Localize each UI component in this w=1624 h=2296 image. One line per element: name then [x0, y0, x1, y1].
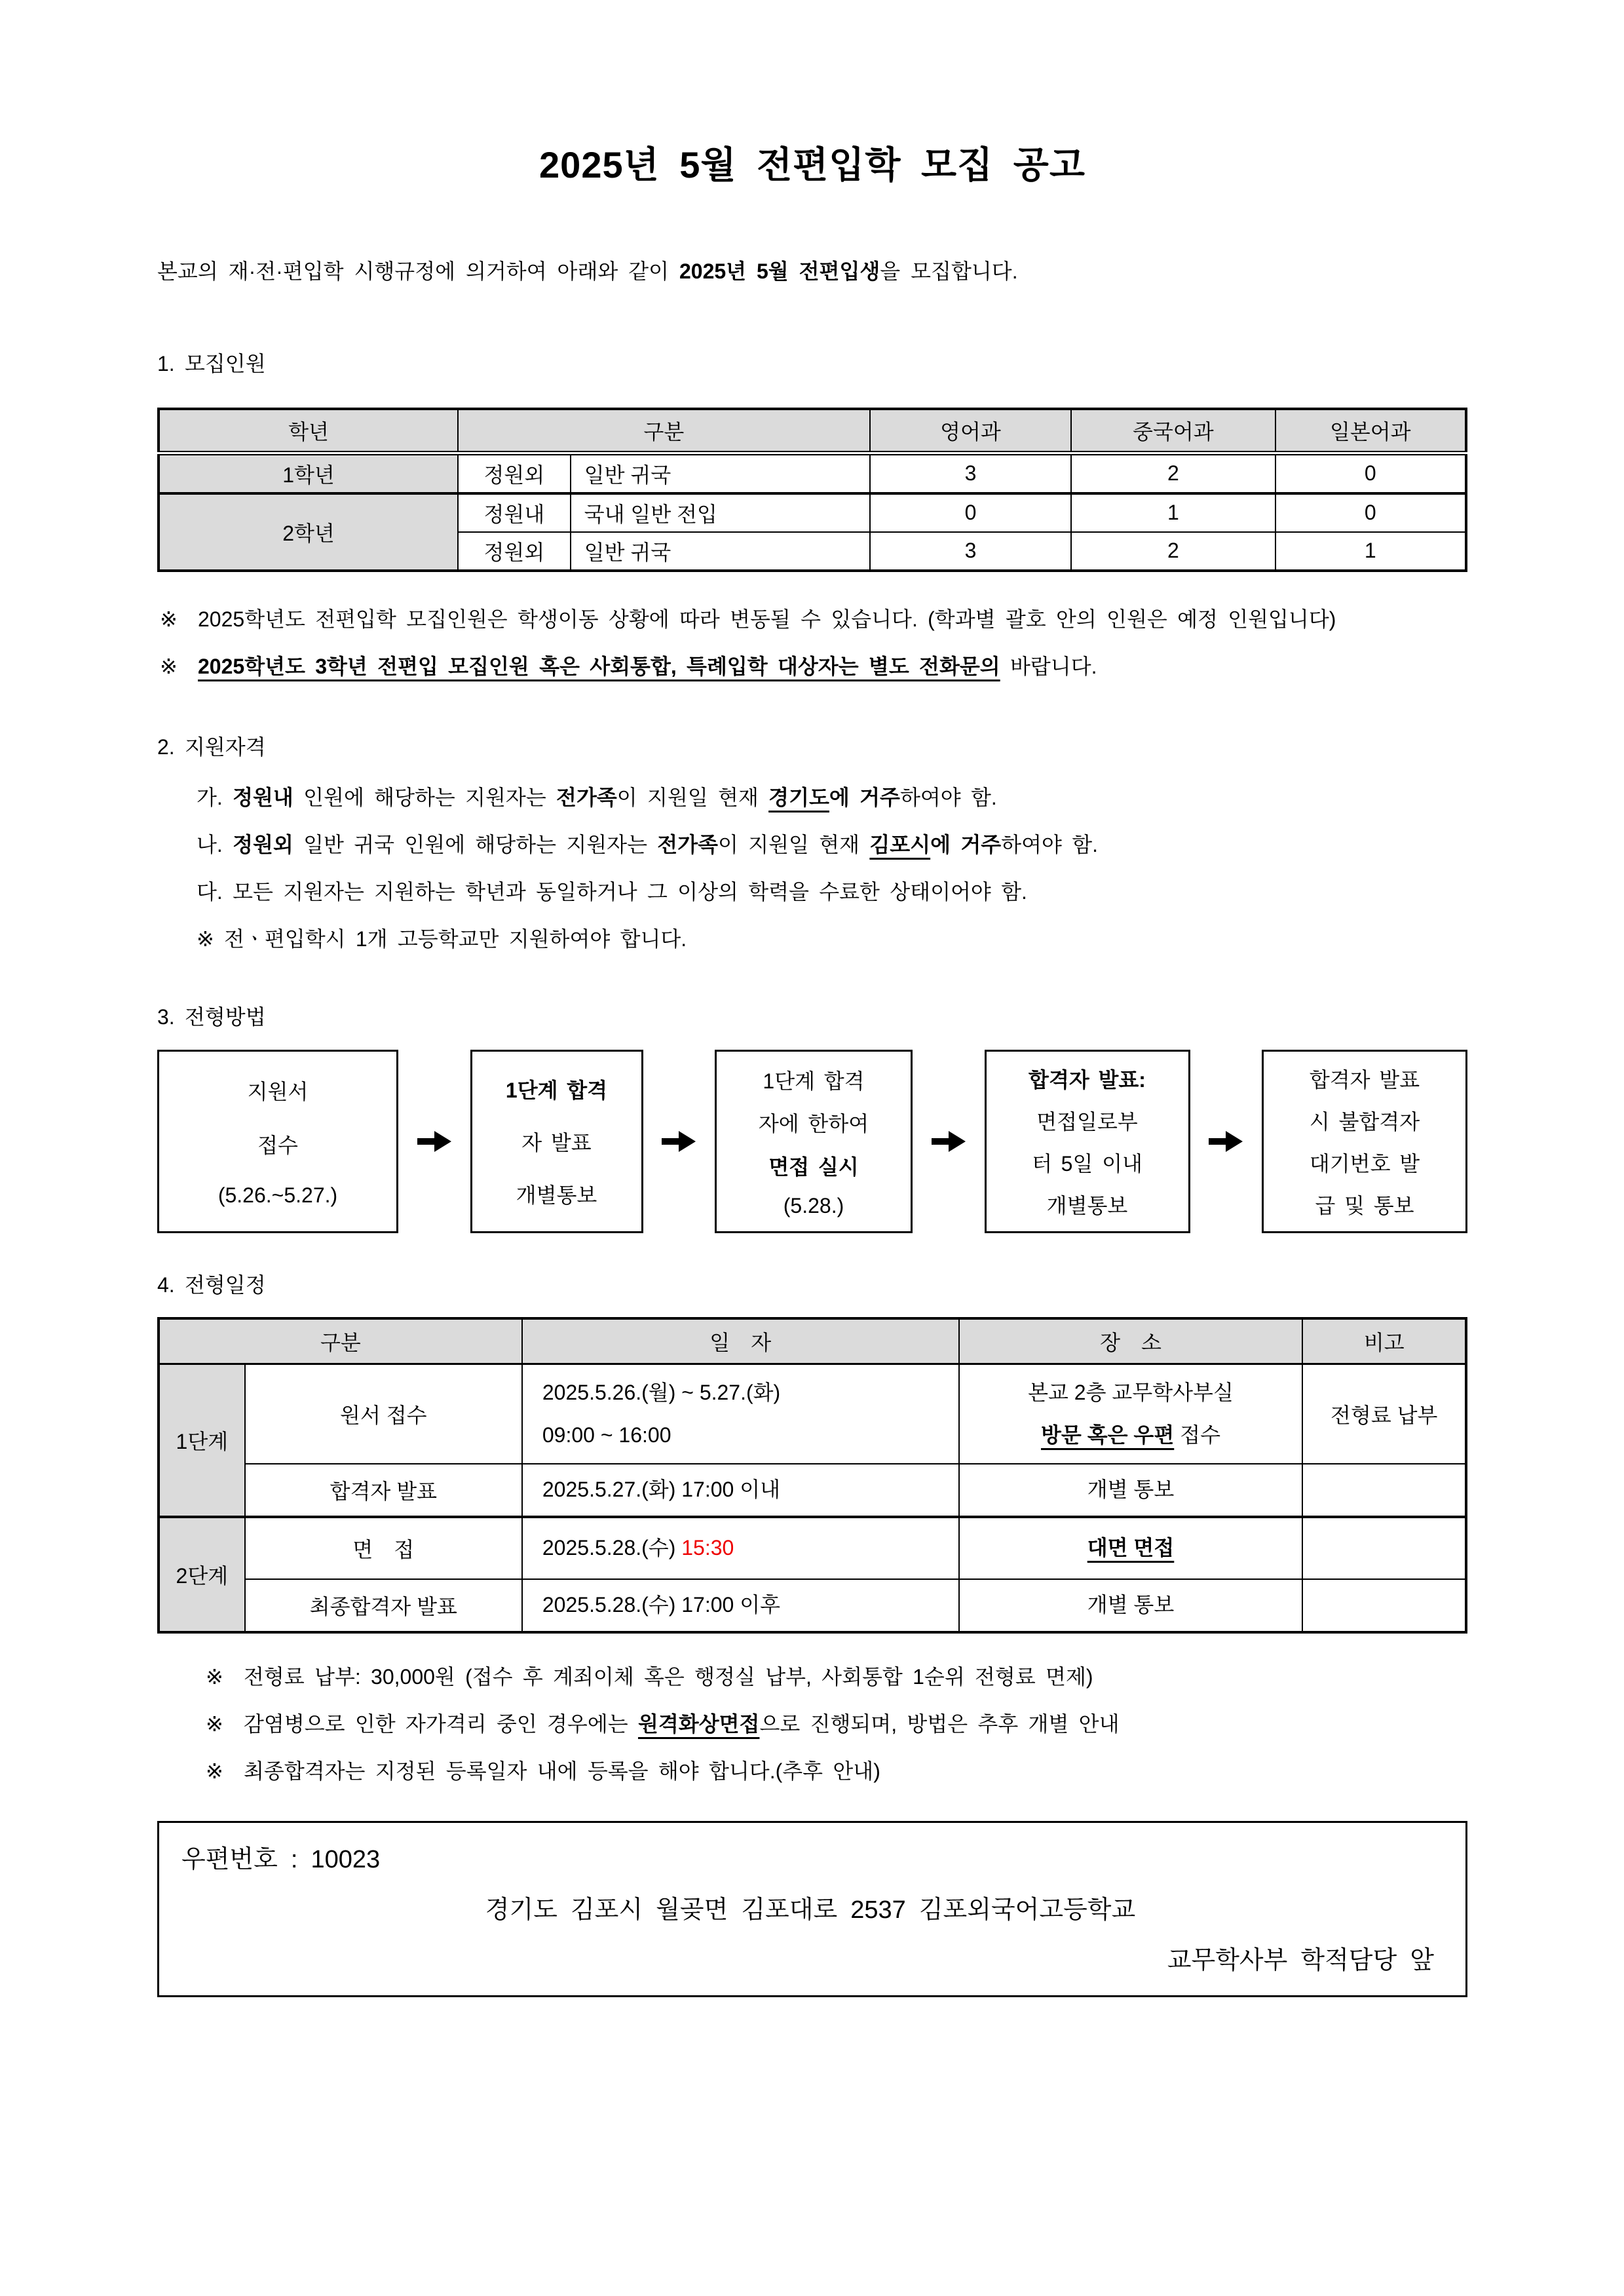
note-text: 전형료 납부: 30,000원 (접수 후 계죄이체 혹은 행정실 납부, 사회통합 1순위 전형료 면제)	[244, 1665, 1093, 1689]
flow-step-line: (5.28.)	[783, 1193, 844, 1217]
flow-step-line: 자 발표	[521, 1130, 592, 1155]
cell-english: 3	[870, 532, 1071, 571]
note-marker: ※	[206, 1665, 223, 1689]
flow-step-4	[985, 1050, 1190, 1233]
cell-remark	[1302, 1517, 1466, 1579]
note-item	[160, 596, 1467, 643]
flow-step-line: 자에 한하여	[758, 1112, 869, 1136]
cell-category: 원서 접수	[245, 1364, 522, 1464]
list-item: 가. 정원내 인원에 해당하는 지원자는 전가족이 지원일 현재 경기도에 거주하여야 함.	[197, 786, 997, 810]
header-japanese: 일본어과	[1275, 409, 1466, 453]
cell-type: 일반 귀국	[571, 453, 870, 493]
header-grade: 학년	[159, 409, 458, 453]
section1-heading: 1. 모집인원	[157, 351, 266, 375]
note-text: 2025학년도 3학년 전편입 모집인원 혹은 사회통합, 특례입학 대상자는 별도 전화문의 바랍니다.	[198, 654, 1097, 678]
table-row	[159, 1517, 1466, 1579]
header-chinese: 중국어과	[1071, 409, 1275, 453]
flow-step-1	[157, 1050, 398, 1233]
cell-stage: 2단계	[159, 1517, 245, 1632]
place-line: 방문 혹은 우편 접수	[1041, 1423, 1220, 1447]
cell-english: 0	[870, 493, 1071, 532]
section3-heading: 3. 전형방법	[157, 1005, 266, 1029]
cell-type: 일반 귀국	[571, 532, 870, 571]
cell-grade: 2학년	[159, 493, 458, 571]
arrow-right-icon	[660, 1130, 697, 1153]
cell-stage: 1단계	[159, 1364, 245, 1518]
header-date: 일 자	[522, 1318, 959, 1364]
table-row	[159, 1464, 1466, 1517]
date-line: 2025.5.26.(월) ~ 5.27.(화)	[542, 1380, 781, 1404]
note-item	[160, 643, 1467, 690]
cell-chinese: 2	[1071, 532, 1275, 571]
table-row	[159, 1579, 1466, 1632]
cell-remark	[1302, 1464, 1466, 1517]
arrow-right-icon	[416, 1130, 453, 1153]
flow-step-line: (5.26.~5.27.)	[217, 1183, 338, 1207]
cell-quota: 정원외	[458, 532, 571, 571]
schedule-notes	[206, 1653, 1467, 1795]
header-remark: 비고	[1302, 1318, 1466, 1364]
table-row	[159, 1364, 1466, 1464]
flow-step-line: 1단계 합격	[505, 1078, 608, 1102]
note-marker: ※	[160, 607, 178, 631]
flow-step-line: 면접일로부	[1036, 1109, 1138, 1134]
cell-japanese: 0	[1275, 493, 1466, 532]
note-text: 감염병으로 인한 자가격리 중인 경우에는 원격화상면접으로 진행되며, 방법은 추후 개별 안내	[244, 1712, 1120, 1736]
note-text: 최종합격자는 지정된 등록일자 내에 등록을 해야 합니다.(추후 안내)	[244, 1759, 880, 1784]
note-marker: ※	[206, 1712, 223, 1736]
cell-place: 대면 면접	[959, 1517, 1303, 1579]
cell-english: 3	[870, 453, 1071, 493]
cell-category: 합격자 발표	[245, 1464, 522, 1517]
header-english: 영어과	[870, 409, 1071, 453]
cell-grade: 1학년	[159, 453, 458, 493]
header-place: 장 소	[959, 1318, 1303, 1364]
flow-step-line: 1단계 합격	[763, 1069, 865, 1093]
schedule-table	[157, 1317, 1467, 1634]
section4-heading: 4. 전형일정	[157, 1272, 266, 1297]
arrow-right-icon	[930, 1130, 967, 1153]
cell-chinese: 2	[1071, 453, 1275, 493]
flow-step-3	[715, 1050, 913, 1233]
flow-step-5	[1262, 1050, 1467, 1233]
flow-step-line: 개별통보	[516, 1183, 597, 1207]
cell-japanese: 0	[1275, 453, 1466, 493]
list-item: 다. 모든 지원자는 지원하는 학년과 동일하거나 그 이상의 학력을 수료한 상태이어야 함.	[197, 880, 1027, 904]
mailing-address-box	[157, 1821, 1467, 1997]
note-text: 2025학년도 전편입학 모집인원은 학생이동 상황에 따라 변동될 수 있습니다. (학과별 괄호 안의 인원은 예정 인원입니다)	[198, 607, 1336, 631]
cell-category: 최종합격자 발표	[245, 1579, 522, 1632]
flow-step-2	[470, 1050, 643, 1233]
table-header-row	[159, 1318, 1466, 1364]
flow-step-line: 지원서	[247, 1080, 309, 1104]
document-content	[157, 0, 1467, 1997]
cell-place: 개별 통보	[959, 1579, 1303, 1632]
flow-step-line: 터 5일 이내	[1032, 1151, 1142, 1176]
cell-quota: 정원내	[458, 493, 571, 532]
cell-date: 2025.5.27.(화) 17:00 이내	[522, 1464, 959, 1517]
place-line: 본교 2층 교무학사부실	[1028, 1380, 1234, 1404]
postal-code-line: 우편번호 : 10023	[181, 1846, 381, 1874]
cell-place: 개별 통보	[959, 1464, 1303, 1517]
cell-date: 2025.5.28.(수) 17:00 이후	[522, 1579, 959, 1632]
intro-paragraph: 본교의 재·전·편입학 시행규정에 의거하여 아래와 같이 2025년 5월 전편입생을 모집합니다.	[157, 259, 1018, 283]
flow-step-line: 합격자 발표	[1309, 1067, 1420, 1092]
table-header-row	[159, 409, 1466, 453]
flow-step-line: 합격자 발표:	[1029, 1067, 1146, 1092]
note-item	[206, 1748, 1467, 1795]
page-title: 2025년 5월 전편입학 모집 공고	[539, 144, 1086, 185]
note-item	[206, 1700, 1467, 1748]
flow-step-line: 개별통보	[1046, 1193, 1128, 1217]
cell-date: 2025.5.28.(수) 15:30	[522, 1517, 959, 1579]
cell-japanese: 1	[1275, 532, 1466, 571]
cell-remark: 전형료 납부	[1302, 1364, 1466, 1464]
note-marker: ※	[206, 1759, 223, 1784]
header-category: 구분	[159, 1318, 522, 1364]
cell-chinese: 1	[1071, 493, 1275, 532]
qualification-list	[197, 774, 1467, 963]
cell-remark	[1302, 1579, 1466, 1632]
cell-place	[959, 1364, 1303, 1464]
cell-category: 면 접	[245, 1517, 522, 1579]
cell-type: 국내 일반 전입	[571, 493, 870, 532]
note-item	[206, 1653, 1467, 1700]
flow-step-line: 시 불합격자	[1309, 1109, 1420, 1134]
flow-step-line: 면접 실시	[768, 1155, 859, 1179]
recruitment-table	[157, 408, 1467, 572]
table-row	[159, 493, 1466, 532]
cell-quota: 정원외	[458, 453, 571, 493]
method-flowchart	[157, 1050, 1467, 1233]
arrow-right-icon	[1207, 1130, 1244, 1153]
section2-heading: 2. 지원자격	[157, 735, 266, 759]
table-row	[159, 453, 1466, 493]
header-category: 구분	[458, 409, 870, 453]
flow-step-line: 접수	[257, 1134, 298, 1158]
date-line: 09:00 ~ 16:00	[542, 1423, 671, 1447]
recruitment-notes	[160, 596, 1467, 690]
flow-step-line: 급 및 통보	[1315, 1193, 1414, 1217]
list-item: 나. 정원외 일반 귀국 인원에 해당하는 지원자는 전가족이 지원일 현재 김포시에 거주하여야 함.	[197, 833, 1099, 857]
list-item: ※ 전ㆍ편입학시 1개 고등학교만 지원하여야 합니다.	[197, 927, 687, 951]
address-line: 경기도 김포시 월곶면 김포대로 2537 김포외국어고등학교	[485, 1896, 1136, 1924]
note-marker: ※	[160, 654, 178, 678]
recipient-line: 교무학사부 학적담당 앞	[1167, 1947, 1434, 1975]
flow-step-line: 대기번호 발	[1309, 1151, 1420, 1176]
cell-date	[522, 1364, 959, 1464]
